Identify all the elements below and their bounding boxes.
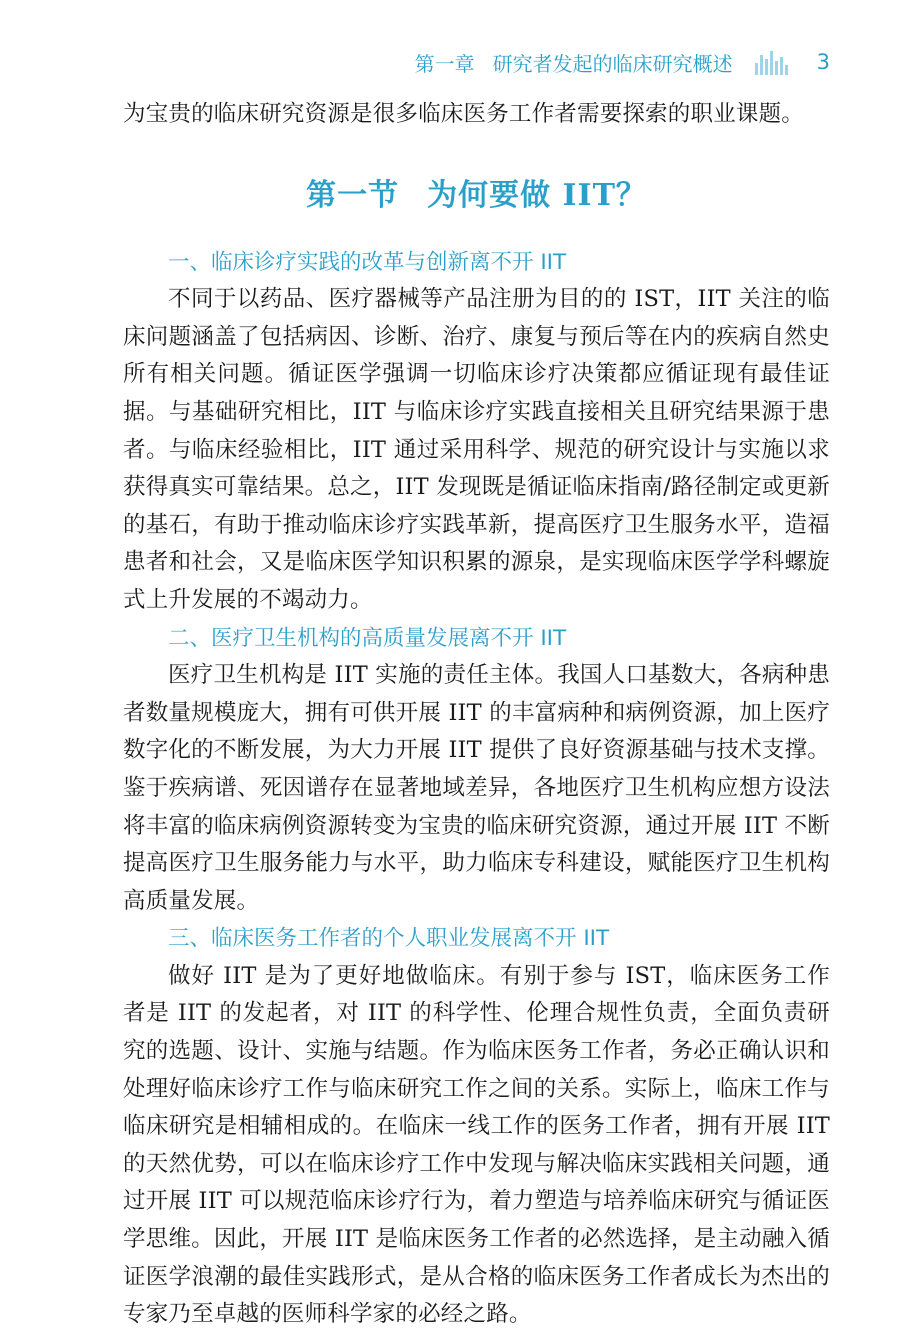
running-header bbox=[415, 46, 830, 78]
section-title-text: 为何要做 IIT？ bbox=[427, 177, 647, 213]
section-number: 第一节 bbox=[306, 177, 400, 213]
subsection-body-3: 做好 IIT 是为了更好地做临床。有别于参与 IST，临床医务工作者是 IIT 的发起者，对 IIT 的科学性、伦理合规性负责，全面负责研究的选题、设计、实施与结题。作为临床医务工作者，务必正确认识和处理好临床诊疗工作与临床研究工作之间的关系。实际上，临床工作与临床研究是相辅相成的。在临床一线工作的医务工作者，拥有开展 IIT 的天然优势，可以在临床诊疗工作中发现与解决临床实践相关问题，通过开展 IIT 可以规范临床诊疗行为，着力塑造与培养临床研究与循证医学思维。因此，开展 IIT 是临床医务工作者的必然选择，是主动融入循证医学浪潮的最佳实践形式，是从合格的临床医务工作者成长为杰出的专家乃至卓越的医师科学家的必经之路。 bbox=[123, 962, 830, 1328]
page-content bbox=[123, 96, 830, 1334]
lead-paragraph: 为宝贵的临床研究资源是很多临床医务工作者需要探索的职业课题。 bbox=[123, 101, 805, 127]
bars-decoration-icon bbox=[755, 49, 789, 75]
subsection-body-1: 不同于以药品、医疗器械等产品注册为目的的 IST，IIT 关注的临床问题涵盖了包括病因、诊断、治疗、康复与预后等在内的疾病自然史所有相关问题。循证医学强调一切临床诊疗决策都应循证现有最佳证据。与基础研究相比，IIT 与临床诊疗实践直接相关且研究结果源于患者。与临床经验相比，IIT 通过采用科学、规范的研究设计与实施以求获得真实可靠结果。总之，IIT 发现既是循证临床指南/路径制定或更新的基石，有助于推动临床诊疗实践革新，提高医疗卫生服务水平，造福患者和社会，又是临床医学知识积累的源泉，是实现临床医学学科螺旋式上升发展的不竭动力。 bbox=[123, 286, 830, 613]
subsection-body-2: 医疗卫生机构是 IIT 实施的责任主体。我国人口基数大，各病种患者数量规模庞大，拥有可供开展 IIT 的丰富病种和病例资源，加上医疗数字化的不断发展，为大力开展 IIT 提供了良好资源基础与技术支撑。鉴于疾病谱、死因谱存在显著地域差异，各地医疗卫生机构应想方设法将丰富的临床病例资源转变为宝贵的临床研究资源，通过开展 IIT 不断提高医疗卫生服务能力与水平，助力临床专科建设，赋能医疗卫生机构高质量发展。 bbox=[123, 662, 830, 914]
chapter-name: 研究者发起的临床研究概述 bbox=[492, 51, 733, 76]
chapter-label: 第一章 bbox=[414, 51, 475, 76]
subsection-heading-3: 三、临床医务工作者的个人职业发展离不开 IIT bbox=[168, 926, 610, 952]
subsection-heading-1: 一、临床诊疗实践的改革与创新离不开 IIT bbox=[168, 249, 567, 275]
subsection-heading-2: 二、医疗卫生机构的高质量发展离不开 IIT bbox=[168, 625, 567, 651]
section-title bbox=[123, 170, 830, 214]
page-number: 3 bbox=[816, 50, 830, 74]
